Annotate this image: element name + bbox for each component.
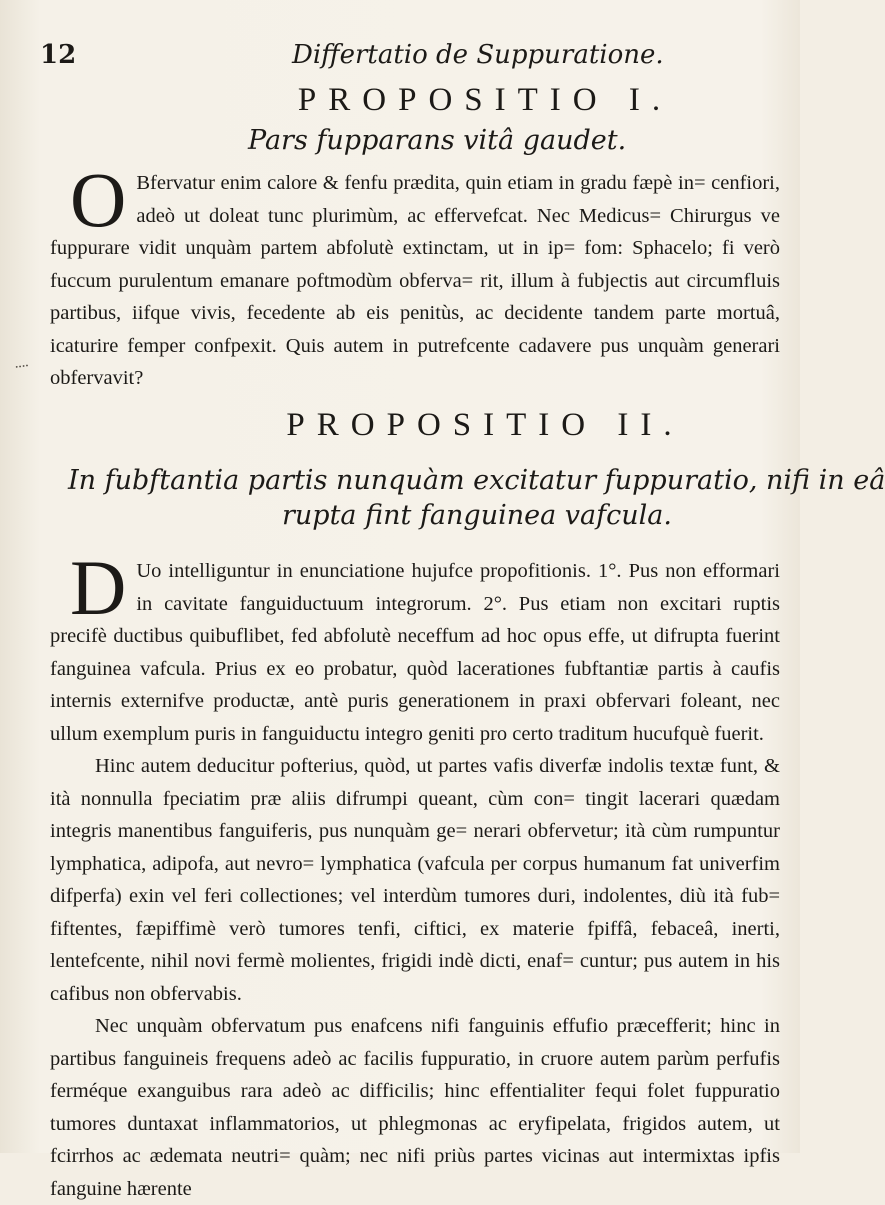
proposition-2-body [50,544,780,1205]
running-title: Differtatio de Suppuratione. [292,40,664,70]
proposition-1-heading: PROPOSITIO I. [297,82,673,118]
proposition-2-heading: PROPOSITIO II. [286,407,684,443]
proposition-2-paragraph-1: Uo intelliguntur in enunciatione hujufce propofitionis. 1°. Pus non efformari in cavitate fanguiductuum integrorum. 2°. Pus etiam non excitari ruptis precifè ductibus quibuflibet, fed abfolutè neceffum ad hoc opus effe, ut difrupta fuerint fanguinea vafcula. Prius ex eo probatur, quòd lacerationes fubftantiæ partis à caufis internis externifve productæ, antè puris generationem in praxi obfervari foleant, nec ullum exemplum puris in fanguiductu integro geniti pro certo traditum hucufquè fuerit. [50,560,780,745]
proposition-2-paragraph-2: Hinc autem deducitur pofterius, quòd, ut partes vafis diverfæ indolis textæ funt, & ità nonnulla fpeciatim præ aliis difrumpi queant, cùm con= tingit lacerari quædam integris manentibus fanguiferis, pus nunquàm ge= nerari obfervetur; ità cùm rumpuntur lymphatica, adipofa, aut nevro= lymphatica (vafcula per corpus humanum fat univerfim difperfa) exin vel feri collectiones; vel interdùm tumores duri, indolentes, diù ità fub= fiftentes, fæpiffimè verò tumores tenfi, ciftici, ex materie fpiffâ, febaceâ, inerti, lentefcente, nihil novi fermè molientes, frigidi indè dicti, enaf= cuntur; pus autem in his cafibus non obfervabis. [50,755,780,1005]
drop-cap-d: D [70,544,127,631]
proposition-2-paragraph-3: Nec unquàm obfervatum pus enafcens nifi fanguinis effufio præcefferit; hinc in partibus fanguineis frequens adeò ac facilis fuppuratio, in cruore autem parùm perfufis ferméque exanguibus rara adeò ac difficilis; hinc effentialiter fequi folet fuppuratio tumores duntaxat inflammatorios, ut phlegmonas ac eryfipelata, frigidos autem, ut fcirrhos ac ædemata neutri= quàm; nec nifi priùs partes vicinas aut intermixtas ipfis fanguine hærente [50,1015,780,1200]
proposition-2-subtitle-line2: rupta fint fanguinea vafcula. [282,500,672,531]
proposition-1-subtitle: Pars fupparans vitâ gaudet. [248,125,627,156]
proposition-1-body [50,156,780,395]
drop-cap-o: O [70,156,127,243]
proposition-1-paragraph: Bfervatur enim calore & fenfu prædita, quin etiam in gradu fæpè in= cenfiori, adeò ut doleat tunc plurimùm, ac effervefcat. Nec Medicus= Chirurgus ve fuppurare vidit unquàm partem abfolutè extinctam, ut in ip= fom: Sphacelo; fi verò fuccum purulentum emanare poftmodùm obferva= rit, illum à fubjectis aut circumfluis partibus, iifque vivis, fecedente ab eis penitùs, ac decidente tandem parte mortuâ, icaturire femper confpexit. Quis autem in putrefcente cadavere pus unquàm generari obfervavit? [50,172,780,389]
proposition-2-subtitle-line1: In fubftantia partis nunquàm excitatur fuppuratio, nifi in eâ [68,465,885,496]
running-head [40,40,740,74]
page-number: 12 [40,40,77,70]
margin-mark: .... [12,354,29,372]
